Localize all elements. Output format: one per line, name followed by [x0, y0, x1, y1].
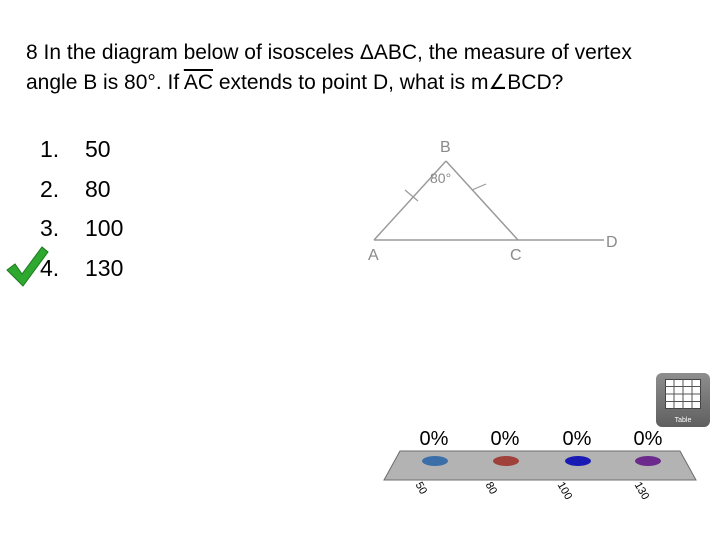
choice-number: 4. — [40, 254, 60, 281]
response-chart — [380, 420, 700, 540]
response-label-2: 80 — [482, 480, 500, 497]
choice-2[interactable] — [40, 170, 123, 210]
response-label-4: 130 — [631, 480, 652, 502]
choice-text: 130 — [85, 254, 124, 281]
question-text — [26, 38, 706, 98]
choice-text: 50 — [85, 136, 111, 162]
question-line-1: 8 In the diagram below of isosceles ΔABC, the measure of vertex — [26, 41, 632, 64]
angle-label-80: 80° — [430, 170, 452, 186]
choice-text: 80 — [85, 175, 111, 202]
response-marker-4 — [635, 456, 661, 466]
triangle-diagram — [360, 130, 640, 280]
answer-choices — [40, 130, 123, 288]
question-line-2-suffix: extends to point D, what is m∠BCD? — [213, 71, 564, 94]
table-view-button[interactable] — [656, 373, 710, 427]
label-c: C — [510, 247, 522, 264]
response-base-platform — [380, 448, 700, 488]
tick-mark-bc — [472, 184, 486, 190]
response-percent-3: 0% — [562, 428, 592, 450]
correct-checkmark-icon — [4, 243, 50, 289]
choice-number: 3. — [40, 215, 60, 241]
response-label-1: 50 — [412, 480, 430, 497]
response-percent-4: 0% — [633, 428, 663, 450]
response-marker-3 — [565, 456, 591, 466]
response-percent-2: 0% — [490, 428, 520, 450]
choice-4[interactable] — [40, 249, 123, 289]
side-bc — [446, 161, 518, 240]
choice-text: 100 — [85, 215, 124, 241]
question-line-2 — [26, 68, 706, 98]
segment-ac: $\overline{AC}$ — [183, 71, 214, 94]
table-button-label: Table — [674, 417, 692, 424]
question-line-2-prefix: angle B is 80°. If — [26, 71, 184, 94]
choice-number: 1. — [40, 136, 60, 162]
label-b: B — [440, 139, 451, 156]
response-label-3: 100 — [554, 480, 575, 502]
response-marker-2 — [493, 456, 519, 466]
response-marker-1 — [422, 456, 448, 466]
label-d: D — [606, 234, 618, 251]
choice-3[interactable] — [40, 209, 123, 249]
table-grid-icon — [665, 379, 701, 409]
label-a: A — [368, 247, 379, 264]
choice-1[interactable] — [40, 130, 123, 170]
choice-number: 2. — [40, 175, 60, 202]
response-percent-1: 0% — [419, 428, 449, 450]
